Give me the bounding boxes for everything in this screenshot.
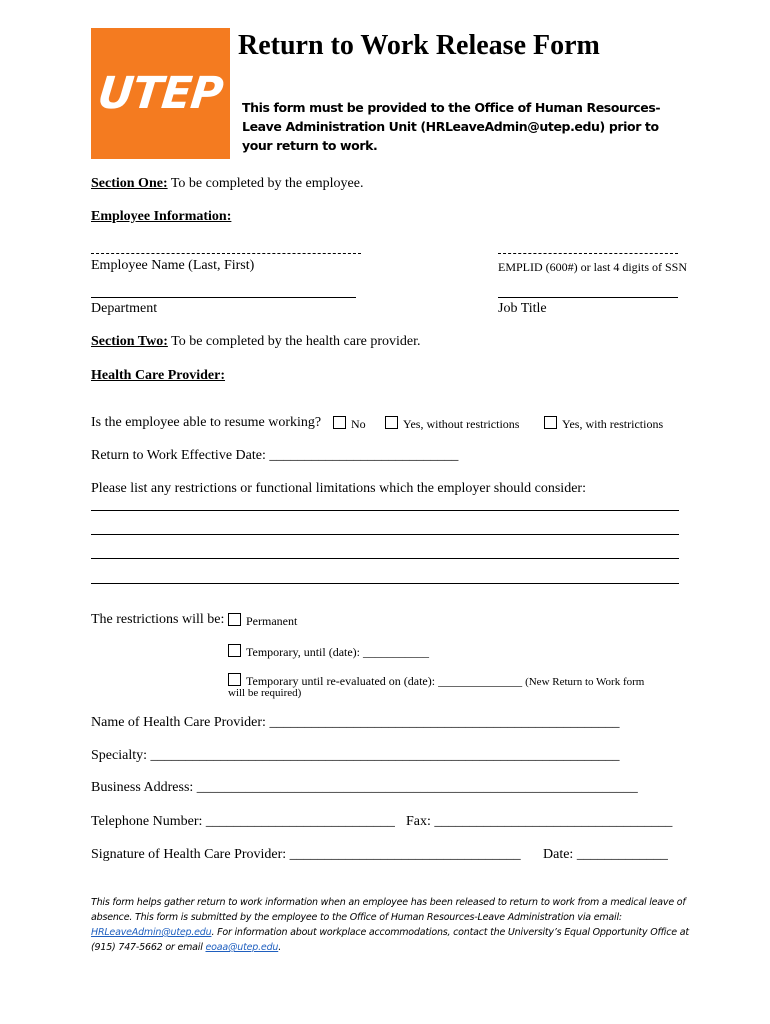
temporary-label: Temporary, until (date): ___________: [246, 645, 430, 659]
restrictions-will-be: The restrictions will be:: [91, 612, 225, 627]
emplid-line[interactable]: [498, 253, 678, 254]
employee-name-line[interactable]: [91, 253, 361, 254]
footer-text-2: . For information about workplace accommodations, contact the University’s Equal Opportunity Office at (915) 747-5662 or email: [91, 927, 689, 953]
option-yes-with[interactable]: [544, 416, 663, 432]
yes-with-checkbox[interactable]: [544, 416, 557, 429]
logo-text: UTEP: [95, 68, 226, 119]
job-title-label: Job Title: [498, 301, 547, 316]
option-yes-without[interactable]: [385, 416, 519, 432]
employee-info-heading: Employee Information:: [91, 209, 232, 224]
section-one-label: Section One:: [91, 176, 168, 191]
option-permanent[interactable]: [228, 613, 297, 629]
section-one: [91, 176, 363, 192]
department-line[interactable]: [91, 297, 356, 298]
resume-question: Is the employee able to resume working?: [91, 415, 322, 430]
restrictions-line-1[interactable]: [91, 510, 679, 511]
form-title: Return to Work Release Form: [238, 30, 600, 61]
restrictions-line-2[interactable]: [91, 534, 679, 535]
yes-without-checkbox[interactable]: [385, 416, 398, 429]
section-two: [91, 334, 421, 350]
emplid-label: EMPLID (600#) or last 4 digits of SSN: [498, 260, 687, 274]
restrictions-prompt: Please list any restrictions or functional limitations which the employer should consider:: [91, 481, 586, 496]
temporary-checkbox[interactable]: [228, 644, 241, 657]
option-yes-without-label: Yes, without restrictions: [403, 417, 520, 431]
option-temporary[interactable]: [228, 644, 429, 660]
utep-logo: [91, 28, 230, 159]
fax-field[interactable]: Fax: __________________________________: [406, 814, 673, 829]
restrictions-line-4[interactable]: [91, 583, 679, 584]
signature-field[interactable]: Signature of Health Care Provider: _________________________________: [91, 847, 521, 862]
employee-name-label: Employee Name (Last, First): [91, 258, 255, 273]
specialty-field[interactable]: Specialty: ___________________________________________________________________: [91, 748, 620, 763]
effective-date[interactable]: Return to Work Effective Date: ___________________________: [91, 448, 459, 463]
footer-note: [91, 895, 691, 955]
eoaa-email-link[interactable]: eoaa@utep.edu: [205, 942, 279, 953]
option-no[interactable]: [333, 416, 366, 432]
section-two-label: Section Two:: [91, 334, 168, 349]
reevaluated-note: (New Return to Work form: [525, 676, 645, 688]
permanent-label: Permanent: [246, 614, 298, 628]
provider-name-field[interactable]: Name of Health Care Provider: __________________________________________________: [91, 715, 620, 730]
section-two-text: To be completed by the health care provider.: [167, 334, 421, 349]
business-address-field[interactable]: Business Address: _______________________________________________________________: [91, 780, 638, 795]
option-no-label: No: [351, 417, 366, 431]
date-field[interactable]: Date: _____________: [543, 847, 668, 862]
form-subtitle: This form must be provided to the Office of Human Resources-Leave Administration Unit (HRLeaveAdmin@utep.edu) prior to your return to work.: [242, 100, 661, 153]
permanent-checkbox[interactable]: [228, 613, 241, 626]
footer-text-3: .: [278, 942, 282, 953]
department-label: Department: [91, 301, 158, 316]
provider-heading: Health Care Provider:: [91, 368, 226, 383]
restrictions-line-3[interactable]: [91, 558, 679, 559]
job-title-line[interactable]: [498, 297, 678, 298]
no-checkbox[interactable]: [333, 416, 346, 429]
hr-email-link[interactable]: HRLeaveAdmin@utep.edu: [91, 927, 212, 938]
reevaluated-note-2: will be required): [228, 687, 302, 699]
section-one-text: To be completed by the employee.: [167, 176, 364, 191]
option-yes-with-label: Yes, with restrictions: [562, 417, 664, 431]
footer-text-1: This form helps gather return to work information when an employee has been released to return to work from a medical leave of absence. This form is submitted by the employee to the Office of Human Resources-Leave Administration via email:: [91, 897, 686, 923]
telephone-field[interactable]: Telephone Number: ___________________________: [91, 814, 395, 829]
reevaluated-checkbox[interactable]: [228, 673, 241, 686]
reevaluated-label: Temporary until re-evaluated on (date): ______________: [246, 674, 523, 688]
